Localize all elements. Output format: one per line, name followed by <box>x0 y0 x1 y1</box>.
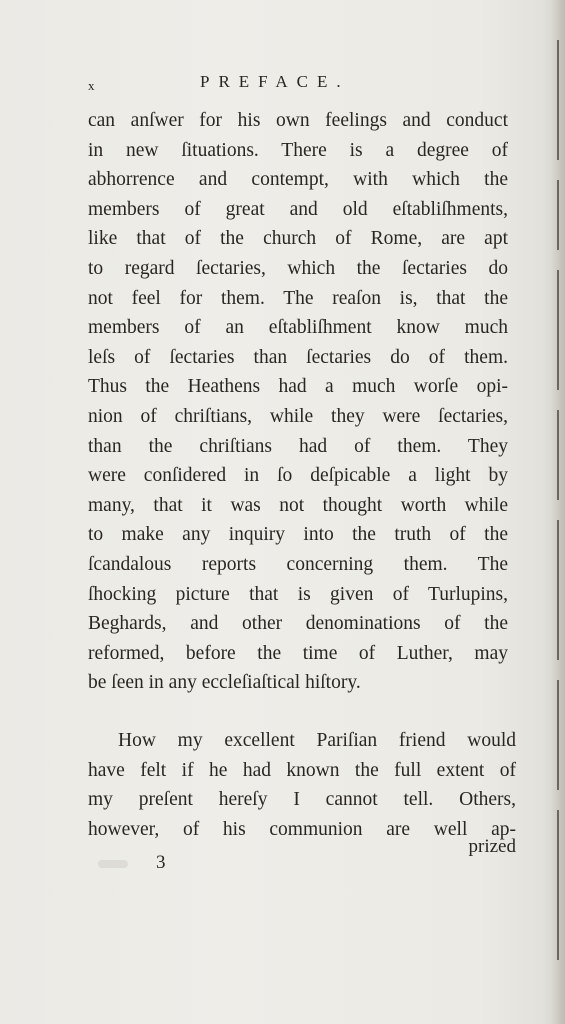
text-line: in new ſituations. There is a degree of <box>88 139 508 161</box>
text-line: have felt if he had known the full extent of <box>88 759 516 781</box>
text-line: members of an eſtabliſhment know much <box>88 317 508 339</box>
text-line: my preſent hereſy I cannot tell. Others, <box>88 789 516 811</box>
text-line: members of great and old eſtabliſhments, <box>88 198 508 220</box>
page-edge <box>551 0 565 1024</box>
body-paragraph-2 <box>88 726 516 844</box>
ink-smudge <box>98 860 128 868</box>
text-line: How my excellent Pariſian friend would <box>118 730 516 751</box>
edge-line <box>557 270 559 390</box>
text-line: Thus the Heathens had a much worſe opi- <box>88 376 508 398</box>
edge-line <box>557 410 559 500</box>
text-line: Beghards, and other denominations of the <box>88 613 508 635</box>
text-line: ſhocking picture that is given of Turlupins, <box>88 583 508 605</box>
text-line: be ſeen in any eccleſiaſtical hiſtory. <box>88 672 361 694</box>
text-line: many, that it was not thought worth while <box>88 494 508 516</box>
text-line: ſcandalous reports concerning them. The <box>88 553 508 575</box>
text-line: to make any inquiry into the truth of the <box>88 524 508 546</box>
text-line: leſs of ſectaries than ſectaries do of them. <box>88 346 508 368</box>
text-line: however, of his communion are well ap- <box>88 818 516 840</box>
body-paragraph-1 <box>88 106 508 698</box>
page-header <box>88 72 508 96</box>
edge-line <box>557 680 559 790</box>
signature-mark: 3 <box>156 852 166 873</box>
catchword: prized <box>468 836 516 857</box>
text-line: reformed, before the time of Luther, may <box>88 642 508 664</box>
text-line: nion of chriſtians, while they were ſectaries, <box>88 405 508 427</box>
edge-line <box>557 180 559 250</box>
edge-line <box>557 520 559 660</box>
text-line: to regard ſectaries, which the ſectaries do <box>88 257 508 279</box>
edge-line <box>557 40 559 160</box>
page-number: x <box>88 78 96 93</box>
running-head: PREFACE. <box>200 72 350 91</box>
page-footer <box>88 836 516 873</box>
text-line: abhorrence and contempt, with which the <box>88 169 508 191</box>
text-line: were conſidered in ſo deſpicable a light by <box>88 465 508 487</box>
text-line: not feel for them. The reaſon is, that the <box>88 287 508 309</box>
edge-line <box>557 810 559 960</box>
text-line: like that of the church of Rome, are apt <box>88 228 508 250</box>
text-line: than the chriſtians had of them. They <box>88 435 508 457</box>
text-line: can anſwer for his own feelings and conduct <box>88 110 508 131</box>
